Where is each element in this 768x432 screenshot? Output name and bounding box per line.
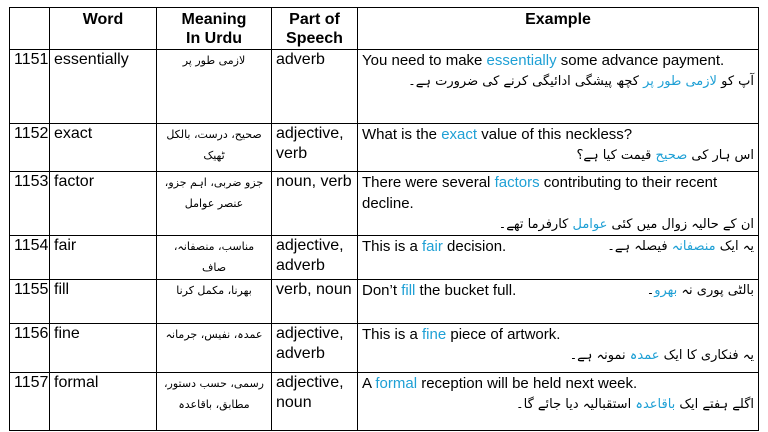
example-en-before: There were several <box>362 174 495 191</box>
example-ur-after: نمونہ ہے۔ <box>569 348 630 363</box>
row-example <box>358 324 759 373</box>
header-word: Word <box>50 8 157 50</box>
row-word: factor <box>50 172 157 236</box>
row-part-of-speech: adjective, verb <box>272 124 358 172</box>
row-number: 1153 <box>10 172 50 236</box>
example-ur-highlight: باقاعدہ <box>635 397 676 412</box>
example-en-before: This is a <box>362 238 423 255</box>
header-pos <box>272 8 358 50</box>
table-row <box>10 324 759 373</box>
example-en-after: the bucket full. <box>415 282 517 299</box>
table-row <box>10 280 759 324</box>
example-urdu <box>362 71 754 92</box>
row-number: 1151 <box>10 50 50 124</box>
example-ur-before: آپ کو <box>716 74 754 89</box>
row-urdu-meaning: رسمی، حسب دستور، مطابق، باقاعدہ <box>157 373 272 431</box>
table-row <box>10 124 759 172</box>
example-english <box>362 172 754 214</box>
example-en-highlight: fill <box>401 282 416 299</box>
example-en-before: A <box>362 375 376 392</box>
row-part-of-speech: adjective, noun <box>272 373 358 431</box>
row-part-of-speech: adjective, adverb <box>272 324 358 373</box>
header-row <box>10 8 759 50</box>
table-row <box>10 50 759 124</box>
row-number: 1157 <box>10 373 50 431</box>
example-ur-after: کچھ پیشگی ادائیگی کرنے کی ضرورت ہے۔ <box>408 74 644 89</box>
example-en-highlight: exact <box>441 126 478 143</box>
example-en-highlight: factors <box>494 174 540 191</box>
example-urdu <box>362 145 754 166</box>
example-en-highlight: fine <box>422 326 447 343</box>
row-number: 1155 <box>10 280 50 324</box>
row-part-of-speech: noun, verb <box>272 172 358 236</box>
example-en-highlight: fair <box>422 238 443 255</box>
example-urdu <box>647 280 754 301</box>
row-urdu-meaning: جزو ضربی، اہم جزو، عنصر عوامل <box>157 172 272 236</box>
example-ur-after: کارفرما تھے۔ <box>498 217 573 232</box>
example-ur-highlight: لازمی طور پر <box>643 74 717 89</box>
row-number: 1152 <box>10 124 50 172</box>
row-word: fair <box>50 236 157 280</box>
row-part-of-speech: adverb <box>272 50 358 124</box>
example-inline <box>362 236 754 257</box>
example-ur-after: فیصلہ ہے۔ <box>607 239 672 254</box>
example-english <box>362 50 754 71</box>
example-en-after: decision. <box>442 238 507 255</box>
row-word: fine <box>50 324 157 373</box>
row-example <box>358 280 759 324</box>
header-meaning <box>157 8 272 50</box>
row-word: essentially <box>50 50 157 124</box>
row-urdu-meaning: صحیح، درست، بالکل ٹھیک <box>157 124 272 172</box>
header-pos-line1: Part of <box>289 11 340 28</box>
row-number: 1154 <box>10 236 50 280</box>
example-urdu <box>362 214 754 235</box>
header-meaning-line2: In Urdu <box>186 30 242 47</box>
row-urdu-meaning: مناسب، منصفانہ، صاف <box>157 236 272 280</box>
example-ur-highlight: صحیح <box>655 148 688 163</box>
example-ur-highlight: عمدہ <box>629 348 660 363</box>
row-example <box>358 172 759 236</box>
example-english <box>362 324 754 345</box>
row-example <box>358 236 759 280</box>
table-row <box>10 172 759 236</box>
row-example <box>358 124 759 172</box>
header-example: Example <box>358 8 759 50</box>
row-word: fill <box>50 280 157 324</box>
example-en-after: contributing to their recent decline. <box>362 174 718 212</box>
example-ur-after: ۔ <box>646 283 655 298</box>
example-en-after: reception will be held next week. <box>417 375 638 392</box>
table-row <box>10 236 759 280</box>
row-example <box>358 50 759 124</box>
example-ur-before: یہ ایک <box>715 239 754 254</box>
example-en-before: What is the <box>362 126 442 143</box>
example-ur-highlight: منصفانہ <box>671 239 716 254</box>
header-meaning-line1: Meaning <box>181 11 247 28</box>
example-en-highlight: essentially <box>486 52 557 69</box>
example-english <box>362 124 754 145</box>
row-part-of-speech: verb, noun <box>272 280 358 324</box>
example-english <box>362 280 516 301</box>
row-part-of-speech: adjective, adverb <box>272 236 358 280</box>
example-ur-before: بالٹی پوری نہ <box>677 283 754 298</box>
example-urdu <box>362 345 754 366</box>
row-urdu-meaning: عمدہ، نفیس، جرمانہ <box>157 324 272 373</box>
example-en-before: Don’t <box>362 282 402 299</box>
example-en-before: You need to make <box>362 52 487 69</box>
example-inline <box>362 280 754 301</box>
example-en-after: some advance payment. <box>556 52 725 69</box>
table-row <box>10 373 759 431</box>
example-urdu <box>607 236 754 257</box>
row-urdu-meaning: بھرنا، مکمل کرنا <box>157 280 272 324</box>
example-english <box>362 236 506 257</box>
example-en-highlight: formal <box>375 375 418 392</box>
example-ur-highlight: بھرو <box>654 283 678 298</box>
example-ur-before: اس ہار کی <box>687 148 754 163</box>
example-ur-before: اگلے ہفتے ایک <box>675 397 754 412</box>
row-word: formal <box>50 373 157 431</box>
row-word: exact <box>50 124 157 172</box>
example-en-before: This is a <box>362 326 423 343</box>
example-en-after: value of this neckless? <box>477 126 633 143</box>
header-pos-line2: Speech <box>286 30 343 47</box>
example-english <box>362 373 754 394</box>
row-urdu-meaning: لازمی طور پر <box>157 50 272 124</box>
example-urdu <box>362 394 754 415</box>
example-ur-before: یہ فنکاری کا ایک <box>659 348 754 363</box>
header-number <box>10 8 50 50</box>
example-en-after: piece of artwork. <box>446 326 561 343</box>
example-ur-before: ان کے حالیہ زوال میں کئی <box>607 217 754 232</box>
example-ur-highlight: عوامل <box>572 217 608 232</box>
example-ur-after: استقبالیہ دیا جائے گا۔ <box>516 397 636 412</box>
vocabulary-table <box>9 7 759 431</box>
row-number: 1156 <box>10 324 50 373</box>
example-ur-after: قیمت کیا ہے؟ <box>576 148 656 163</box>
row-example <box>358 373 759 431</box>
